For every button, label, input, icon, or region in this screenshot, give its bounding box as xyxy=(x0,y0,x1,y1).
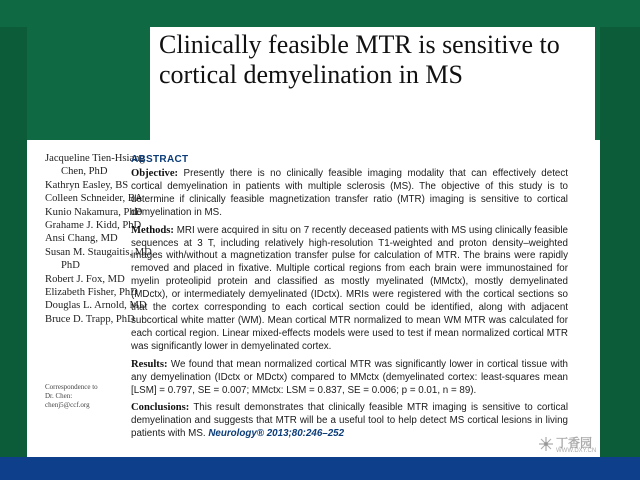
author-line: Colleen Schneider, BA xyxy=(45,193,143,205)
conclusions-paragraph xyxy=(131,402,568,441)
author-line: Grahame J. Kidd, PhD xyxy=(45,220,142,232)
slide-bottom-band xyxy=(0,457,640,480)
correspondence-line: Correspondence to xyxy=(45,383,98,391)
methods-text: MRI were acquired in situ on 7 recently deceased patients with MS using clinically feasible sequences at 3 T, including relatively high-resolution T1-weighted and proton density–weighted images with/without a magnetization transfer pulse for calculation of MTR. The brains were rapidly removed and placed in fixative. Multiple cortical regions from each brain were immunostained for myelin proteolipid protein and classified as mostly myelinated (MMctx), mostly demyelinated (MDctx), or intermediately demyelinated (IDctx). MRIs were registered with the cortical sections so that the cortex corresponding to each cortical section could be identified, along with adjacent subcortical white matter (WM). Mean cortical MTR normalized to mean WM MTR was calculated for each cortical region. Linear mixed-effects models were used to test if mean normalized cortical MTR was significantly lower in demyelinated cortex. xyxy=(131,224,568,352)
article-title: Clinically feasible MTR is sensitive to cortical demyelination in MS xyxy=(159,30,560,89)
author-line: PhD xyxy=(61,260,80,272)
slide-top-band xyxy=(0,0,640,27)
correspondence-line: Dr. Chen: xyxy=(45,392,73,400)
watermark xyxy=(538,434,628,456)
author-line: Douglas L. Arnold, MD xyxy=(45,300,147,312)
author-line: Bruce D. Trapp, PhD xyxy=(45,313,135,325)
author-line: Ansi Chang, MD xyxy=(45,233,118,245)
watermark-line1: 丁香园 xyxy=(556,436,593,450)
correspondence-email[interactable]: chenj5@ccf.org xyxy=(45,401,90,409)
watermark-line2: WWW.DXY.CN xyxy=(556,448,597,454)
methods-label: Methods: xyxy=(131,224,174,236)
objective-text: Presently there is no clinically feasible imaging modality that can effectively detect cortical demyelination in patients with multiple sclerosis (MS). The objective of this study is to determine if clinically feasible magnetization transfer ratio (MTR) imaging is sensitive to cortical demyelination in MS. xyxy=(131,168,568,218)
author-line: Elizabeth Fisher, PhD xyxy=(45,287,138,299)
conclusions-text: This result demonstrates that clinically feasible MTR imaging is sensitive to cortical demyelination and suggests that MTR will be a useful tool to help detect MS cortical lesions in living patients with MS. xyxy=(131,402,568,440)
citation: Neurology® 2013;80:246–252 xyxy=(208,428,345,440)
objective-paragraph xyxy=(131,168,568,220)
author-line: Kunio Nakamura, PhD xyxy=(45,206,143,218)
dxy-logo-icon xyxy=(538,436,554,452)
abstract-body xyxy=(131,168,568,446)
results-paragraph xyxy=(131,359,568,398)
methods-paragraph xyxy=(131,225,568,354)
results-text: We found that mean normalized cortical MTR was significantly lower in cortical tissue with any demyelination (IDctx or MDctx) compared to MMctx (demyelinated cortex: least-squares mean [LSM] = 0.797, SE = 0.007; MMctx: LSM = 0.837, SE = 0.006; p = 0.01, n = 89). xyxy=(131,358,568,396)
results-label: Results: xyxy=(131,358,168,370)
author-line: Chen, PhD xyxy=(61,166,108,178)
conclusions-label: Conclusions: xyxy=(131,402,190,414)
abstract-heading: ABSTRACT xyxy=(131,154,189,165)
author-line: Jacqueline Tien-Hsiang xyxy=(45,153,145,164)
author-line: Susan M. Staugaitis, MD, xyxy=(45,246,155,258)
objective-label: Objective: xyxy=(131,168,179,179)
author-line: Kathryn Easley, BS xyxy=(45,179,129,191)
author-line: Robert J. Fox, MD xyxy=(45,273,125,285)
